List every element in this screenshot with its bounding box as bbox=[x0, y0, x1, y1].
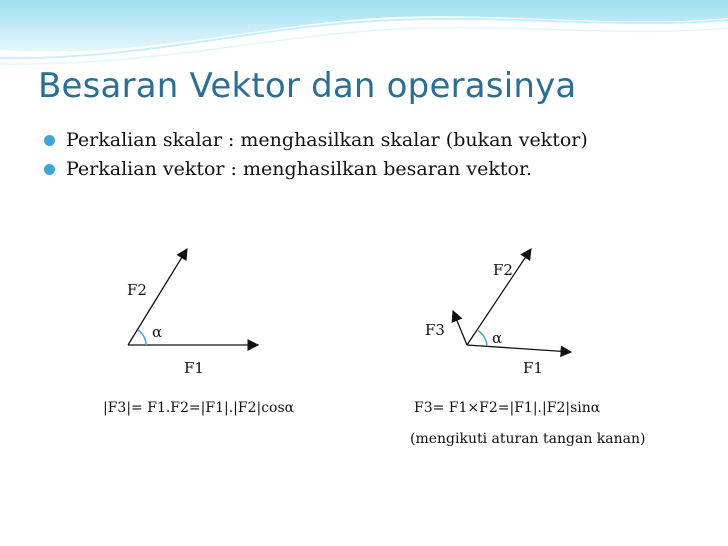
alpha-label: α bbox=[152, 323, 163, 341]
dot-product-diagram bbox=[103, 249, 295, 416]
dot-product-equation: |F3|= F1.F2=|F1|.|F2|cosα bbox=[103, 400, 295, 416]
f1-label: F1 bbox=[523, 359, 543, 377]
bullet-text: Perkalian vektor : menghasilkan besaran vektor. bbox=[66, 158, 533, 180]
slide-title: Besaran Vektor dan operasinya bbox=[38, 66, 577, 106]
f2-label: F2 bbox=[493, 261, 513, 279]
cross-product-diagram bbox=[410, 249, 645, 447]
bullet-text: Perkalian skalar : menghasilkan skalar (bukan vektor) bbox=[66, 129, 588, 151]
angle-arc-icon bbox=[477, 330, 487, 346]
vector-f1-arrow bbox=[467, 345, 571, 352]
cross-product-equation: F3= F1×F2=|F1|.|F2|sinα bbox=[414, 400, 601, 416]
f1-label: F1 bbox=[184, 359, 204, 377]
f3-label: F3 bbox=[425, 321, 445, 339]
angle-arc-icon bbox=[138, 330, 146, 345]
f2-label: F2 bbox=[127, 281, 147, 299]
vector-f3-arrow bbox=[453, 311, 467, 345]
alpha-label: α bbox=[492, 329, 503, 347]
right-hand-rule-note: (mengikuti aturan tangan kanan) bbox=[410, 431, 646, 447]
